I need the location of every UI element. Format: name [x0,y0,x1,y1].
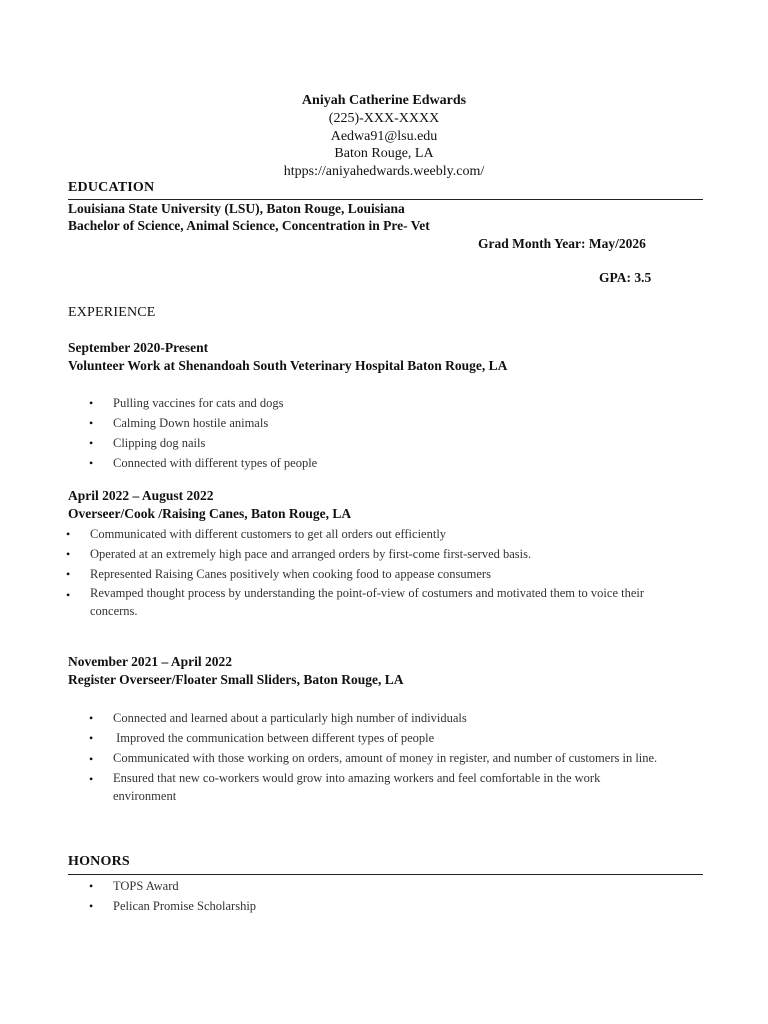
job-1-bullet-list [89,393,689,473]
job-2-dates: April 2022 – August 2022 [68,488,214,503]
education-divider [68,199,703,200]
website-url: htpps://aniyahedwards.weebly.com/ [283,164,485,179]
job-2-role: Overseer/Cook /Raising Canes, Baton Rouge, LA [68,506,352,521]
honors-list [89,876,589,916]
bullet-icon: • [89,752,94,766]
list-item: • Calming Down hostile animals [89,413,689,433]
job-3-role: Register Overseer/Floater Small Sliders, Baton Rouge, LA [68,672,404,687]
list-item: • Revamped thought process by understanding the point-of-view of costumers and motivated them to voice their concerns. [66,586,645,618]
honors-divider [68,874,703,875]
list-item: • Operated at an extremely high pace and arranged orders by first-come first-served basis. [66,544,688,564]
list-item: • Ensured that new co-workers would grow into amazing workers and feel comfortable in the work environment [89,771,601,803]
bullet-icon: • [66,547,71,561]
bullet-icon: • [89,879,94,893]
education-heading: EDUCATION [68,180,155,195]
list-item: • Clipping dog nails [89,433,689,453]
bullet-icon: • [89,711,94,725]
list-item: • Pelican Promise Scholarship [89,896,589,916]
experience-heading: EXPERIENCE [68,305,156,320]
education-grad-date: Grad Month Year: May/2026 [478,236,646,251]
bullet-icon: • [66,588,71,602]
job-3-bullet-list [89,708,659,805]
list-item: • Communicated with different customers to get all orders out efficiently [66,524,688,544]
job-3-dates: November 2021 – April 2022 [68,654,232,669]
bullet-icon: • [66,567,71,581]
education-degree: Bachelor of Science, Animal Science, Concentration in Pre- Vet [68,218,430,233]
job-2-bullet-list [66,524,688,620]
bullet-icon: • [89,899,94,913]
list-item: • Communicated with those working on orders, amount of money in register, and number of customers in line. [89,751,658,766]
education-gpa: GPA: 3.5 [599,270,652,285]
honors-heading: HONORS [68,854,130,869]
resume-name: Aniyah Catherine Edwards [301,93,467,108]
job-1-dates: September 2020-Present [68,340,209,355]
bullet-icon: • [89,416,94,430]
list-item: • Pulling vaccines for cats and dogs [89,393,689,413]
bullet-icon: • [89,731,94,745]
list-item: • Represented Raising Canes positively when cooking food to appease consumers [66,564,688,584]
bullet-icon: • [89,456,94,470]
phone-number: (225)-XXX-XXXX [328,111,440,126]
job-1-role: Volunteer Work at Shenandoah South Veterinary Hospital Baton Rouge, LA [68,358,508,373]
bullet-icon: • [89,436,94,450]
bullet-icon: • [89,396,94,410]
email-address: Aedwa91@lsu.edu [330,129,438,144]
location: Baton Rouge, LA [334,146,434,161]
education-school: Louisiana State University (LSU), Baton Rouge, Louisiana [68,201,405,216]
bullet-icon: • [89,772,94,786]
list-item: • Connected with different types of people [89,453,689,473]
list-item: • TOPS Award [89,876,589,896]
list-item: • Connected and learned about a particularly high number of individuals [89,708,659,728]
bullet-icon: • [66,527,71,541]
list-item: • Improved the communication between different types of people [89,728,659,748]
